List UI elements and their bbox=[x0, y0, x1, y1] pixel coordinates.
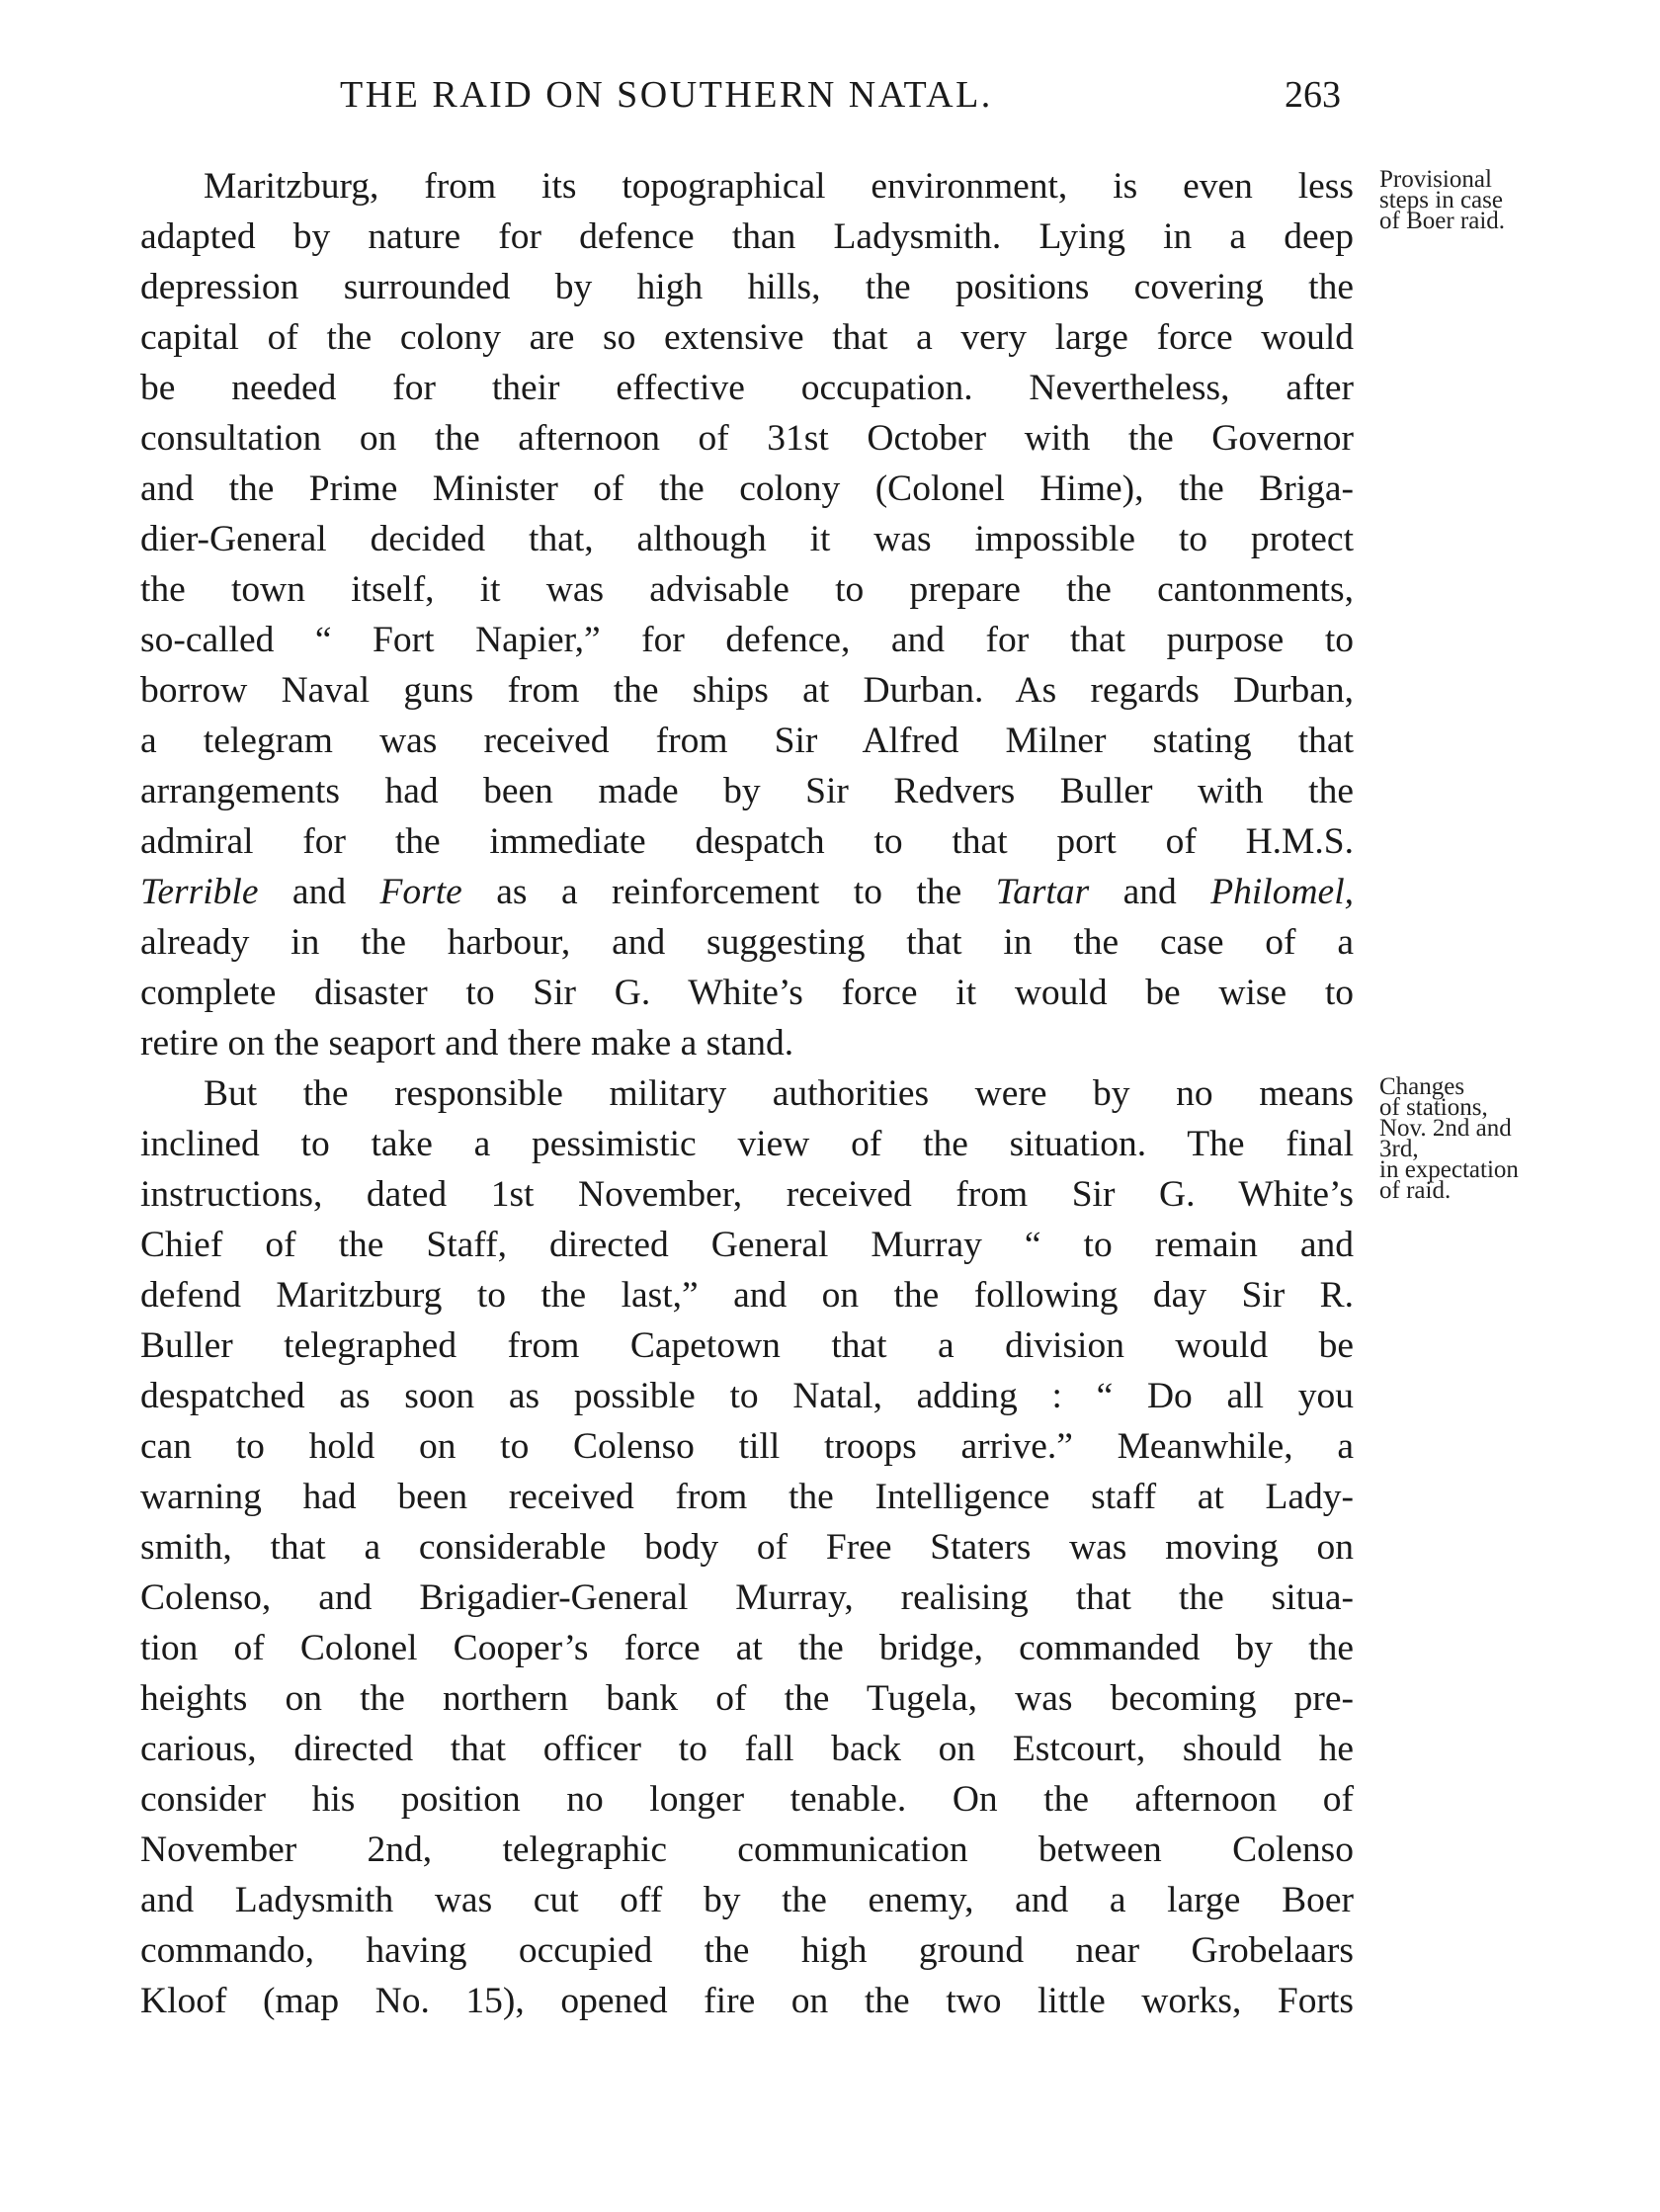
sidenote-line: Provisional bbox=[1379, 166, 1492, 193]
text-line: adapted by nature for defence than Ladysmith. Lying in a deep bbox=[140, 216, 1354, 257]
sidenote-line: of stations, bbox=[1379, 1094, 1488, 1121]
text-line: defend Maritzburg to the last,” and on the following day Sir R. bbox=[140, 1275, 1354, 1316]
text-line: Kloof (map No. 15), opened fire on the two little works, Forts bbox=[140, 1981, 1354, 2021]
sidenote-line: Changes bbox=[1379, 1073, 1465, 1100]
text-line-ships bbox=[140, 867, 1354, 917]
text-line: complete disaster to Sir G. White’s force it would be wise to bbox=[140, 973, 1354, 1013]
text-line: smith, that a considerable body of Free Staters was moving on bbox=[140, 1527, 1354, 1568]
text-line: November 2nd, telegraphic communication between Colenso bbox=[140, 1829, 1354, 1870]
text-line: borrow Naval guns from the ships at Durban. As regards Durban, bbox=[140, 670, 1354, 711]
text-fragment: and bbox=[258, 872, 380, 912]
sidenote-line: in expectation bbox=[1379, 1156, 1519, 1183]
text-line: capital of the colony are so extensive that a very large force would bbox=[140, 317, 1354, 358]
running-header bbox=[336, 73, 1341, 132]
text-line: commando, having occupied the high ground near Grobelaars bbox=[140, 1930, 1354, 1971]
text-line: despatched as soon as possible to Natal, adding : “ Do all you bbox=[140, 1376, 1354, 1416]
sidenote-provisional-steps bbox=[1379, 166, 1506, 234]
text-line: tion of Colonel Cooper’s force at the bridge, commanded by the bbox=[140, 1628, 1354, 1668]
sidenote-line: of Boer raid. bbox=[1379, 208, 1506, 234]
text-line: be needed for their effective occupation. Nevertheless, after bbox=[140, 368, 1354, 408]
text-line: warning had been received from the Intelligence staff at Lady- bbox=[140, 1477, 1354, 1517]
text-line: a telegram was received from Sir Alfred Milner stating that bbox=[140, 721, 1354, 761]
text-line: and the Prime Minister of the colony (Colonel Hime), the Briga- bbox=[140, 468, 1354, 509]
text-line: Colenso, and Brigadier-General Murray, realising that the situa- bbox=[140, 1577, 1354, 1618]
text-line: heights on the northern bank of the Tugela, was becoming pre- bbox=[140, 1678, 1354, 1719]
text-line: arrangements had been made by Sir Redvers Buller with the bbox=[140, 771, 1354, 811]
text-fragment: as a reinforcement to the bbox=[461, 872, 996, 912]
text-line: Chief of the Staff, directed General Murray “ to remain and bbox=[140, 1225, 1354, 1265]
text-line: admiral for the immediate despatch to that port of H.M.S. bbox=[140, 821, 1354, 862]
ship-name-tartar: Tartar bbox=[995, 872, 1090, 912]
paragraph-1 bbox=[140, 161, 1354, 1068]
text-line: can to hold on to Colenso till troops arrive.” Meanwhile, a bbox=[140, 1426, 1354, 1467]
text-line: already in the harbour, and suggesting that in the case of a bbox=[140, 922, 1354, 963]
sidenote-line: Nov. 2nd and bbox=[1379, 1115, 1512, 1142]
sidenote-line: of raid. bbox=[1379, 1177, 1452, 1204]
ship-name-forte: Forte bbox=[379, 872, 462, 912]
text-line: Buller telegraphed from Capetown that a division would be bbox=[140, 1325, 1354, 1366]
text-line: so-called “ Fort Napier,” for defence, and for that purpose to bbox=[140, 620, 1354, 660]
running-title: THE RAID ON SOUTHERN NATAL. bbox=[340, 74, 993, 116]
ship-name-philomel: Philomel, bbox=[1210, 872, 1354, 912]
text-line: depression surrounded by high hills, the positions covering the bbox=[140, 267, 1354, 307]
sidenote-changes-of-stations bbox=[1379, 1073, 1519, 1204]
text-fragment: and bbox=[1089, 872, 1211, 912]
sidenote-line: 3rd, bbox=[1379, 1136, 1419, 1162]
text-line: carious, directed that officer to fall back on Estcourt, should he bbox=[140, 1729, 1354, 1769]
ship-name-terrible: Terrible bbox=[140, 872, 259, 912]
text-line: dier-General decided that, although it was impossible to protect bbox=[140, 519, 1354, 559]
sidenote-line: steps in case bbox=[1379, 187, 1503, 213]
text-line: retire on the seaport and there make a stand. bbox=[140, 1023, 794, 1063]
text-line: instructions, dated 1st November, received from Sir G. White’s bbox=[140, 1174, 1354, 1215]
text-line: inclined to take a pessimistic view of the situation. The final bbox=[140, 1124, 1354, 1164]
text-line: But the responsible military authorities were by no means bbox=[204, 1073, 1354, 1114]
text-line: the town itself, it was advisable to prepare the cantonments, bbox=[140, 569, 1354, 610]
text-line: Maritzburg, from its topographical environment, is even less bbox=[204, 166, 1354, 207]
text-line: and Ladysmith was cut off by the enemy, and a large Boer bbox=[140, 1880, 1354, 1920]
paragraph-2 bbox=[140, 1068, 1354, 2026]
page-number: 263 bbox=[1285, 74, 1341, 116]
text-line: consultation on the afternoon of 31st October with the Governor bbox=[140, 418, 1354, 459]
text-line: consider his position no longer tenable. On the afternoon of bbox=[140, 1779, 1354, 1820]
